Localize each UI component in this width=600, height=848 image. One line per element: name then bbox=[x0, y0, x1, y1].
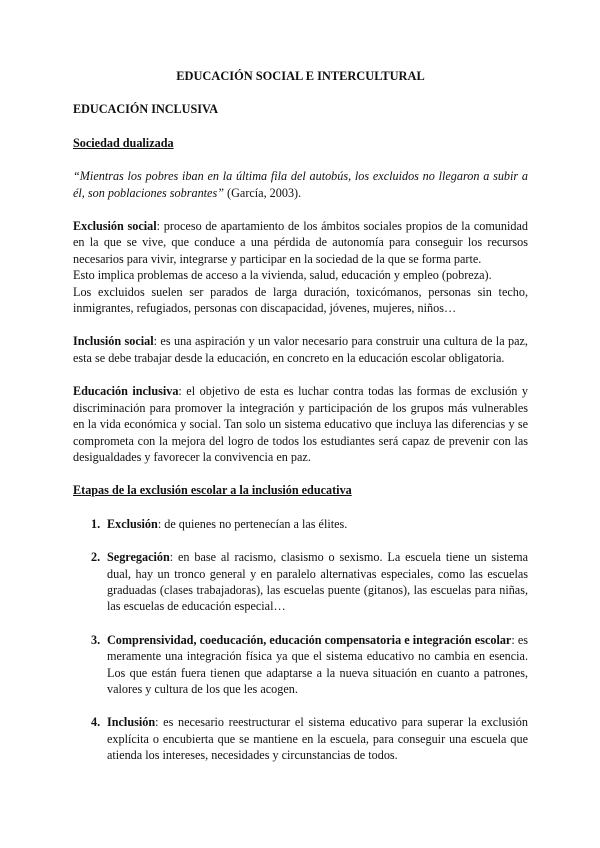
stage-text: : es meramente una integración física ya que el sistema educativo no cambia en esencia. Los que están fuera tienen que adaptarse a la nueva situación en cuanto a patrones, valores y cultura de los que les acogen. bbox=[107, 632, 528, 696]
stage-text: : de quienes no pertenecían a las élites. bbox=[157, 516, 348, 531]
stages-list bbox=[73, 516, 528, 764]
subsection-heading: Sociedad dualizada bbox=[73, 135, 174, 150]
section-heading: EDUCACIÓN INCLUSIVA bbox=[73, 102, 219, 117]
stage-term: Inclusión bbox=[107, 715, 156, 730]
inclusion-social-paragraph bbox=[73, 333, 528, 366]
stage-term: Segregación bbox=[107, 550, 170, 565]
exclusion-line-2: Esto implica problemas de acceso a la vivienda, salud, educación y empleo (pobreza). bbox=[73, 268, 492, 283]
stage-term: Exclusión bbox=[107, 516, 158, 531]
list-item-number: 3. bbox=[91, 632, 101, 647]
document-title: EDUCACIÓN SOCIAL E INTERCULTURAL bbox=[176, 69, 425, 83]
list-item-number: 4. bbox=[91, 715, 101, 730]
stage-text: : es necesario reestructurar el sistema educativo para superar la exclusión explícita o encubierta que se mantiene en la escuela, para conseguir una escuela que atienda los intereses, necesidades y circunstancias de todos. bbox=[107, 715, 528, 763]
inclusion-social-term: Inclusión social bbox=[73, 334, 154, 349]
inclusive-education-paragraph bbox=[73, 383, 528, 465]
exclusion-block bbox=[73, 218, 528, 316]
inclusion-social-text: : es una aspiración y un valor necesario para construir una cultura de la paz, esta se debe trabajar desde la educación, en concreto en la educación escolar obligatoria. bbox=[73, 334, 528, 365]
exclusion-text: : proceso de apartamiento de los ámbitos sociales propios de la comunidad en la que se vive, que conduce a una pérdida de autonomía para conseguir los recursos necesarios para vivir, integrarse y participar en la sociedad de la que se forma parte. bbox=[73, 219, 528, 266]
exclusion-line-3: Los excluidos suelen ser parados de larga duración, toxicómanos, personas sin techo, inmigrantes, refugiados, personas con discapacidad, jóvenes, mujeres, niños… bbox=[73, 284, 528, 316]
inclusive-education-text: : el objetivo de esta es luchar contra todas las formas de exclusión y discriminación para promover la integración y participación de los grupos más vulnerables en la vida económica y social. Tan solo un sistema educativo que incluya las diferencias y se comprometa con la mejora del logro de todos los estudiantes será capaz de prevenir con las desigualdades y favorecer la convivencia en paz. bbox=[73, 384, 528, 464]
list-item bbox=[73, 632, 528, 698]
list-item-number: 2. bbox=[91, 550, 101, 565]
quote-paragraph bbox=[73, 168, 528, 201]
stage-term: Comprensividad, coeducación, educación compensatoria e integración escolar bbox=[107, 632, 512, 647]
exclusion-definition bbox=[73, 218, 528, 267]
list-item-number: 1. bbox=[91, 516, 101, 531]
list-item bbox=[73, 549, 528, 615]
list-item bbox=[73, 516, 528, 532]
inclusive-education-term: Educación inclusiva bbox=[73, 384, 179, 399]
quote-citation: (García, 2003). bbox=[224, 185, 302, 200]
stage-text: : en base al racismo, clasismo o sexismo. La escuela tiene un sistema dual, hay un tronco general y en paralelo alternativas especiales, como las escuelas graduadas (clases trabajadoras), las escuelas puente (gitanos), las escuelas para niñas, las escuelas de educación especial… bbox=[107, 550, 528, 614]
list-item bbox=[73, 714, 528, 763]
quote-text: “Mientras los pobres iban en la última fila del autobús, los excluidos no llegaron a subir a él, son poblaciones sobrantes” bbox=[73, 169, 528, 200]
stages-heading: Etapas de la exclusión escolar a la inclusión educativa bbox=[73, 483, 352, 498]
exclusion-term: Exclusión social bbox=[73, 219, 157, 234]
